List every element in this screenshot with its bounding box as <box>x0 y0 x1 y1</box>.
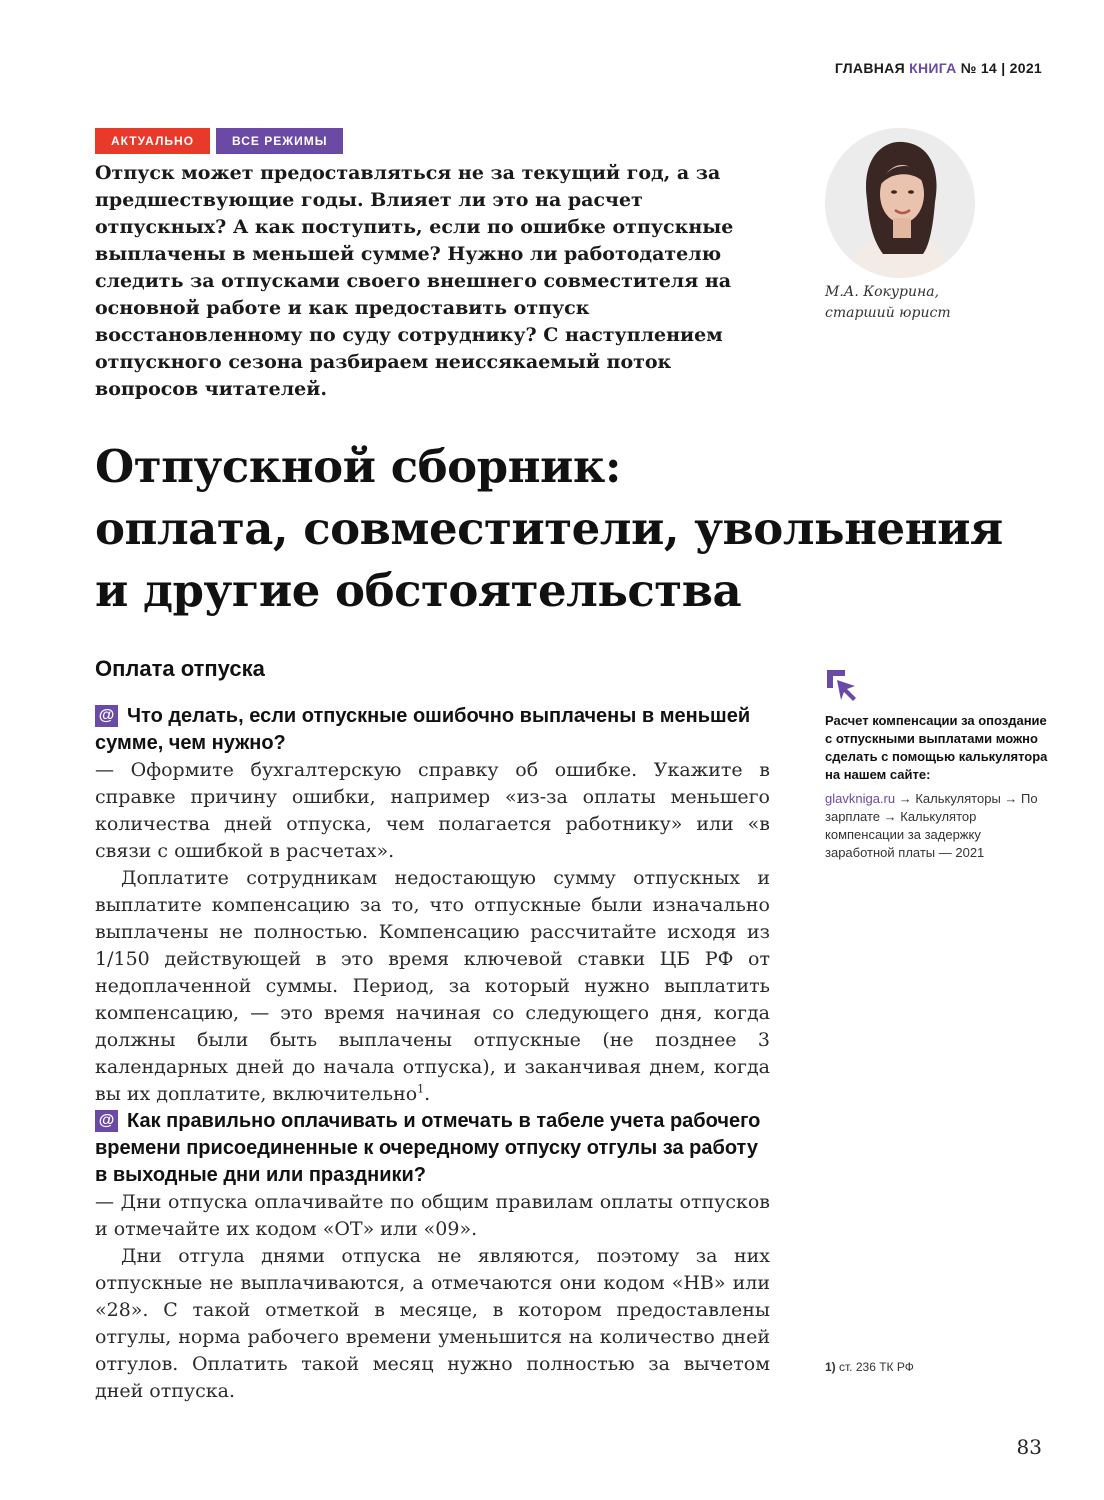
question-1 <box>95 703 770 757</box>
author-position: старший юрист <box>825 305 951 321</box>
author-photo <box>825 128 975 278</box>
question-2-text: Как правильно оплачивать и отмечать в табеле учета рабочего времени присоединенные к очередному отпуску отгулы за работу в выходные дни или праздники? <box>95 1110 761 1186</box>
tag-actual: АКТУАЛЬНО <box>95 128 210 154</box>
question-2 <box>95 1108 770 1189</box>
qa-block-2 <box>95 1108 770 1405</box>
site-path: → Калькуляторы → По зарплате → Калькулятор компенсации за задержку заработной платы — 2021 <box>825 791 1038 860</box>
brand-name-accent: КНИГА <box>909 60 957 76</box>
cursor-arrow-icon <box>825 668 859 702</box>
footnote-text: ст. 236 ТК РФ <box>839 1360 914 1374</box>
qa-block-1 <box>95 703 770 1108</box>
page-number: 83 <box>1016 1435 1042 1459</box>
author-name: М.А. Кокурина, <box>825 284 940 300</box>
footnote <box>825 1360 914 1374</box>
rubric-tags <box>95 128 343 154</box>
headline-line-2: оплата, совместители, увольнения <box>95 502 1003 555</box>
brand-name: ГЛАВНАЯ <box>834 60 905 76</box>
tag-all-regimes: ВСЕ РЕЖИМЫ <box>216 128 343 154</box>
footnote-number: 1) <box>825 1360 836 1374</box>
headline-line-1: Отпускной сборник: <box>95 440 622 493</box>
author-caption <box>825 282 1025 324</box>
answer-2-paragraph-2: Дни отгула днями отпуска не являются, поэтому за них отпускные не выплачиваются, а отмечаются они кодом «НВ» или «28». С такой отметкой в месяце, в котором предоставлены отгулы, норма рабочего времени уменьшится на количество дней отгулов. Оплатить такой месяц нужно полностью за вычетом дней отпуска. <box>95 1245 770 1402</box>
site-link[interactable]: glavkniga.ru <box>825 791 896 806</box>
article-headline <box>95 436 1055 622</box>
sidebar-title: Расчет компенсации за опоздание с отпускными выплатами можно сделать с помощью калькулятора на нашем сайте: <box>825 713 1048 782</box>
masthead-separator: | <box>1001 60 1006 76</box>
answer-2-paragraph-1: — Дни отпуска оплачивайте по общим правилам оплаты отпусков и отмечайте их кодом «ОТ» или «09». <box>95 1191 770 1240</box>
headline-line-3: и другие обстоятельства <box>95 564 742 617</box>
issue-number: № 14 <box>960 60 998 76</box>
at-icon: @ <box>95 705 118 727</box>
answer-1-paragraph-2: Доплатите сотрудникам недостающую сумму отпускных и выплатите компенсацию за то, что отпускные были изначально выплачены не полностью. Компенсацию рассчитайте исходя из 1/150 действующей в это время ключевой ставки ЦБ РФ от недоплаченной суммы. Период, за который нужно выплатить компенсацию, — это время начиная со следующего дня, когда должны были быть выплачены отпускные (не позднее 3 календарных дней до начала отпуска), и заканчивая днем, когда вы их доплатите, включительно$^1$. <box>95 867 770 1105</box>
at-icon: @ <box>95 1110 118 1132</box>
section-title: Оплата отпуска <box>95 656 265 681</box>
answer-1-paragraph-1: — Оформите бухгалтерскую справку об ошибке. Укажите в справке причину ошибки, например «из-за оплаты меньшего количества дней отпуска, чем полагается работнику» или «в связи с ошибкой в расчетах». <box>95 759 770 862</box>
question-1-text: Что делать, если отпускные ошибочно выплачены в меньшей сумме, чем нужно? <box>95 705 751 754</box>
sidebar-link[interactable] <box>825 790 1050 862</box>
article-lead: Отпуск может предоставляться не за текущий год, а за предшествующие годы. Влияет ли это на расчет отпускных? А как поступить, если по ошибке отпускные выплачены в меньшей сумме? Нужно ли работодателю следить за отпусками своего внешнего совместителя на основной работе и как предоставить отпуск восстановленному по суду сотруднику? С наступлением отпускного сезона разбираем неиссякаемый поток вопросов читателей. <box>95 162 734 400</box>
sidebar-note <box>825 668 1050 862</box>
answer-1-paragraph-2-text: Доплатите сотрудникам недостающую сумму отпускных и выплатите компенсацию за то, что отпускные были изначально выплачены не полностью. Компенсацию рассчитайте исходя из 1/150 действующей в это время ключевой ставки ЦБ РФ от недоплаченной суммы. Период, за который нужно выплатить компенсацию, — это время начиная со следующего дня, когда должны были быть выплачены отпускные (не позднее 3 календарных дней до начала отпуска), и заканчивая днем, когда вы их доплатите, включительно <box>95 867 770 1105</box>
masthead <box>835 60 1042 76</box>
issue-year: 2021 <box>1009 60 1042 76</box>
footnote-ref[interactable]: 1 <box>417 1082 425 1096</box>
